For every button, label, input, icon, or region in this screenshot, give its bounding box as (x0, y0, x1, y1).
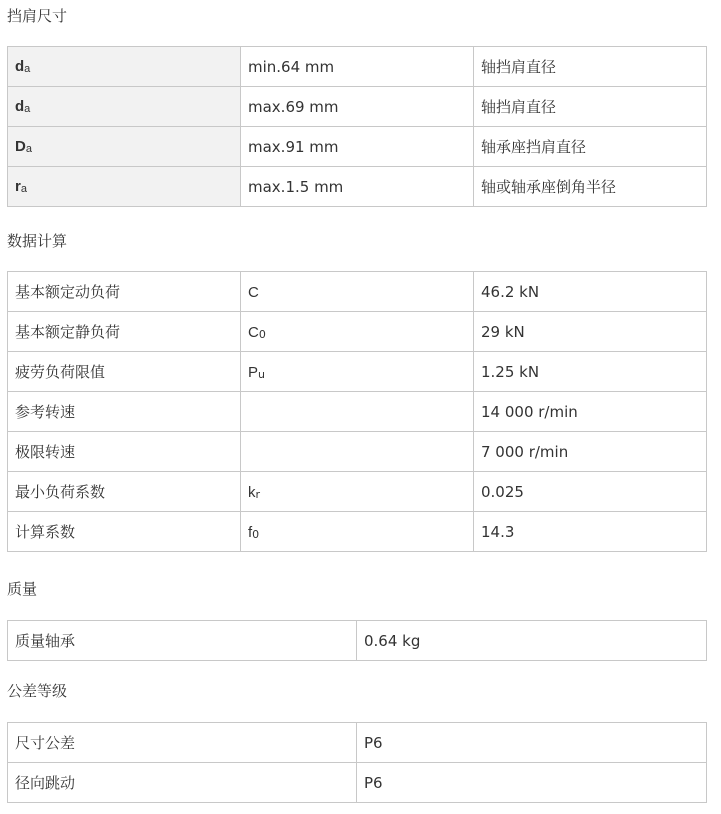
value-cell: 14.3 (474, 512, 707, 552)
mass-table (7, 620, 707, 661)
calculation-data-table (7, 271, 707, 552)
section-title-shoulder: 挡肩尺寸 (7, 7, 68, 25)
value-cell: max.91 mm (241, 127, 474, 167)
table-row (8, 167, 707, 207)
parameter-name-cell: 最小负荷系数 (8, 472, 241, 512)
shoulder-dimensions-table (7, 46, 707, 207)
value-cell: 0.64 kg (357, 621, 707, 661)
value-cell: max.1.5 mm (241, 167, 474, 207)
value-cell: 1.25 kN (474, 352, 707, 392)
table-row (8, 472, 707, 512)
table-row (8, 512, 707, 552)
symbol-cell (241, 432, 474, 472)
value-cell: max.69 mm (241, 87, 474, 127)
parameter-name-cell: 参考转速 (8, 392, 241, 432)
table-row (8, 621, 707, 661)
table-row (8, 47, 707, 87)
table-row (8, 352, 707, 392)
value-cell: 46.2 kN (474, 272, 707, 312)
table-row (8, 763, 707, 803)
table-row (8, 312, 707, 352)
table-row (8, 272, 707, 312)
value-cell: min.64 mm (241, 47, 474, 87)
symbol-cell (241, 392, 474, 432)
symbol-cell: $D_a$ (8, 127, 241, 167)
symbol-cell: $d_a$ (8, 47, 241, 87)
description-cell: 轴挡肩直径 (474, 87, 707, 127)
section-title-tolerance: 公差等级 (7, 682, 68, 700)
parameter-name-cell: 径向跳动 (8, 763, 357, 803)
parameter-name-cell: 基本额定静负荷 (8, 312, 241, 352)
symbol-cell: $C_0$ (241, 312, 474, 352)
symbol-cell: $r_a$ (8, 167, 241, 207)
description-cell: 轴或轴承座倒角半径 (474, 167, 707, 207)
table-row (8, 127, 707, 167)
table-row (8, 723, 707, 763)
tolerance-table (7, 722, 707, 803)
parameter-name-cell: 基本额定动负荷 (8, 272, 241, 312)
section-title-calculation: 数据计算 (7, 232, 68, 250)
symbol-cell: $d_a$ (8, 87, 241, 127)
table-row (8, 432, 707, 472)
symbol-cell: $k_r$ (241, 472, 474, 512)
table-row (8, 87, 707, 127)
parameter-name-cell: 计算系数 (8, 512, 241, 552)
parameter-name-cell: 极限转速 (8, 432, 241, 472)
value-cell: 14 000 r/min (474, 392, 707, 432)
description-cell: 轴挡肩直径 (474, 47, 707, 87)
table-row (8, 392, 707, 432)
symbol-cell: C (241, 272, 474, 312)
symbol-cell: $P_u$ (241, 352, 474, 392)
parameter-name-cell: 尺寸公差 (8, 723, 357, 763)
value-cell: 0.025 (474, 472, 707, 512)
parameter-name-cell: 疲劳负荷限值 (8, 352, 241, 392)
value-cell: P6 (357, 723, 707, 763)
value-cell: 7 000 r/min (474, 432, 707, 472)
value-cell: P6 (357, 763, 707, 803)
description-cell: 轴承座挡肩直径 (474, 127, 707, 167)
parameter-name-cell: 质量轴承 (8, 621, 357, 661)
section-title-mass: 质量 (7, 580, 38, 598)
symbol-cell: $f_0$ (241, 512, 474, 552)
value-cell: 29 kN (474, 312, 707, 352)
